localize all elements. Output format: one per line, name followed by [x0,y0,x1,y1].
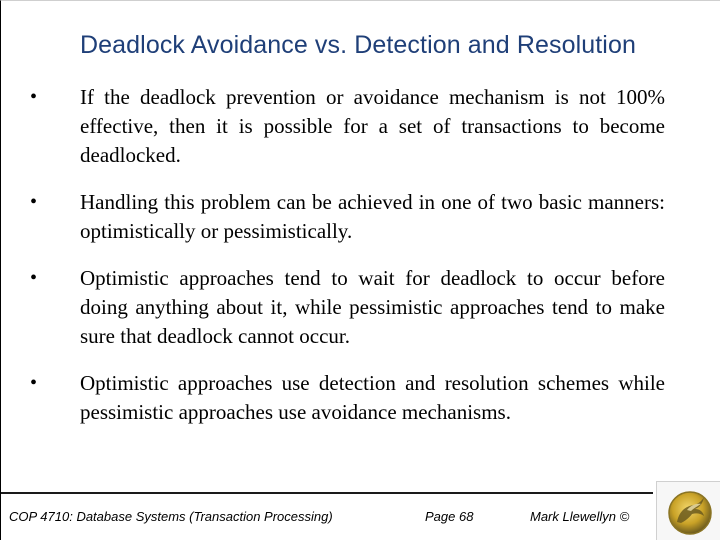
footer-course: COP 4710: Database Systems (Transaction Processing) [9,509,333,524]
bullet-text: Optimistic approaches use detection and resolution schemes while pessimistic approaches use avoidance mechanisms. [80,371,665,424]
bullet-marker: • [30,267,38,289]
bullet-marker: • [30,372,38,394]
bullet-text: Handling this problem can be achieved in one of two basic manners: optimistically or pessimistically. [80,190,665,243]
slide-title: Deadlock Avoidance vs. Detection and Resolution [80,31,636,59]
bullet-item [1,264,720,351]
bullet-text: If the deadlock prevention or avoidance mechanism is not 100% effective, then it is possible for a set of transactions to become deadlocked. [80,85,665,167]
bullet-item [1,188,720,246]
bullet-marker: • [30,191,38,213]
pegasus-logo-icon [665,488,715,538]
bullet-marker: • [30,86,38,108]
footer-divider [1,492,653,494]
logo-box [656,481,720,540]
bullet-item [1,369,720,427]
bullet-list [1,83,720,445]
bullet-item [1,83,720,170]
footer-page-number: Page 68 [425,509,474,524]
bullet-text: Optimistic approaches tend to wait for deadlock to occur before doing anything about it, while pessimistic approaches tend to make sure that deadlock cannot occur. [80,266,665,348]
slide-footer [1,495,653,540]
footer-author: Mark Llewellyn © [530,509,630,524]
